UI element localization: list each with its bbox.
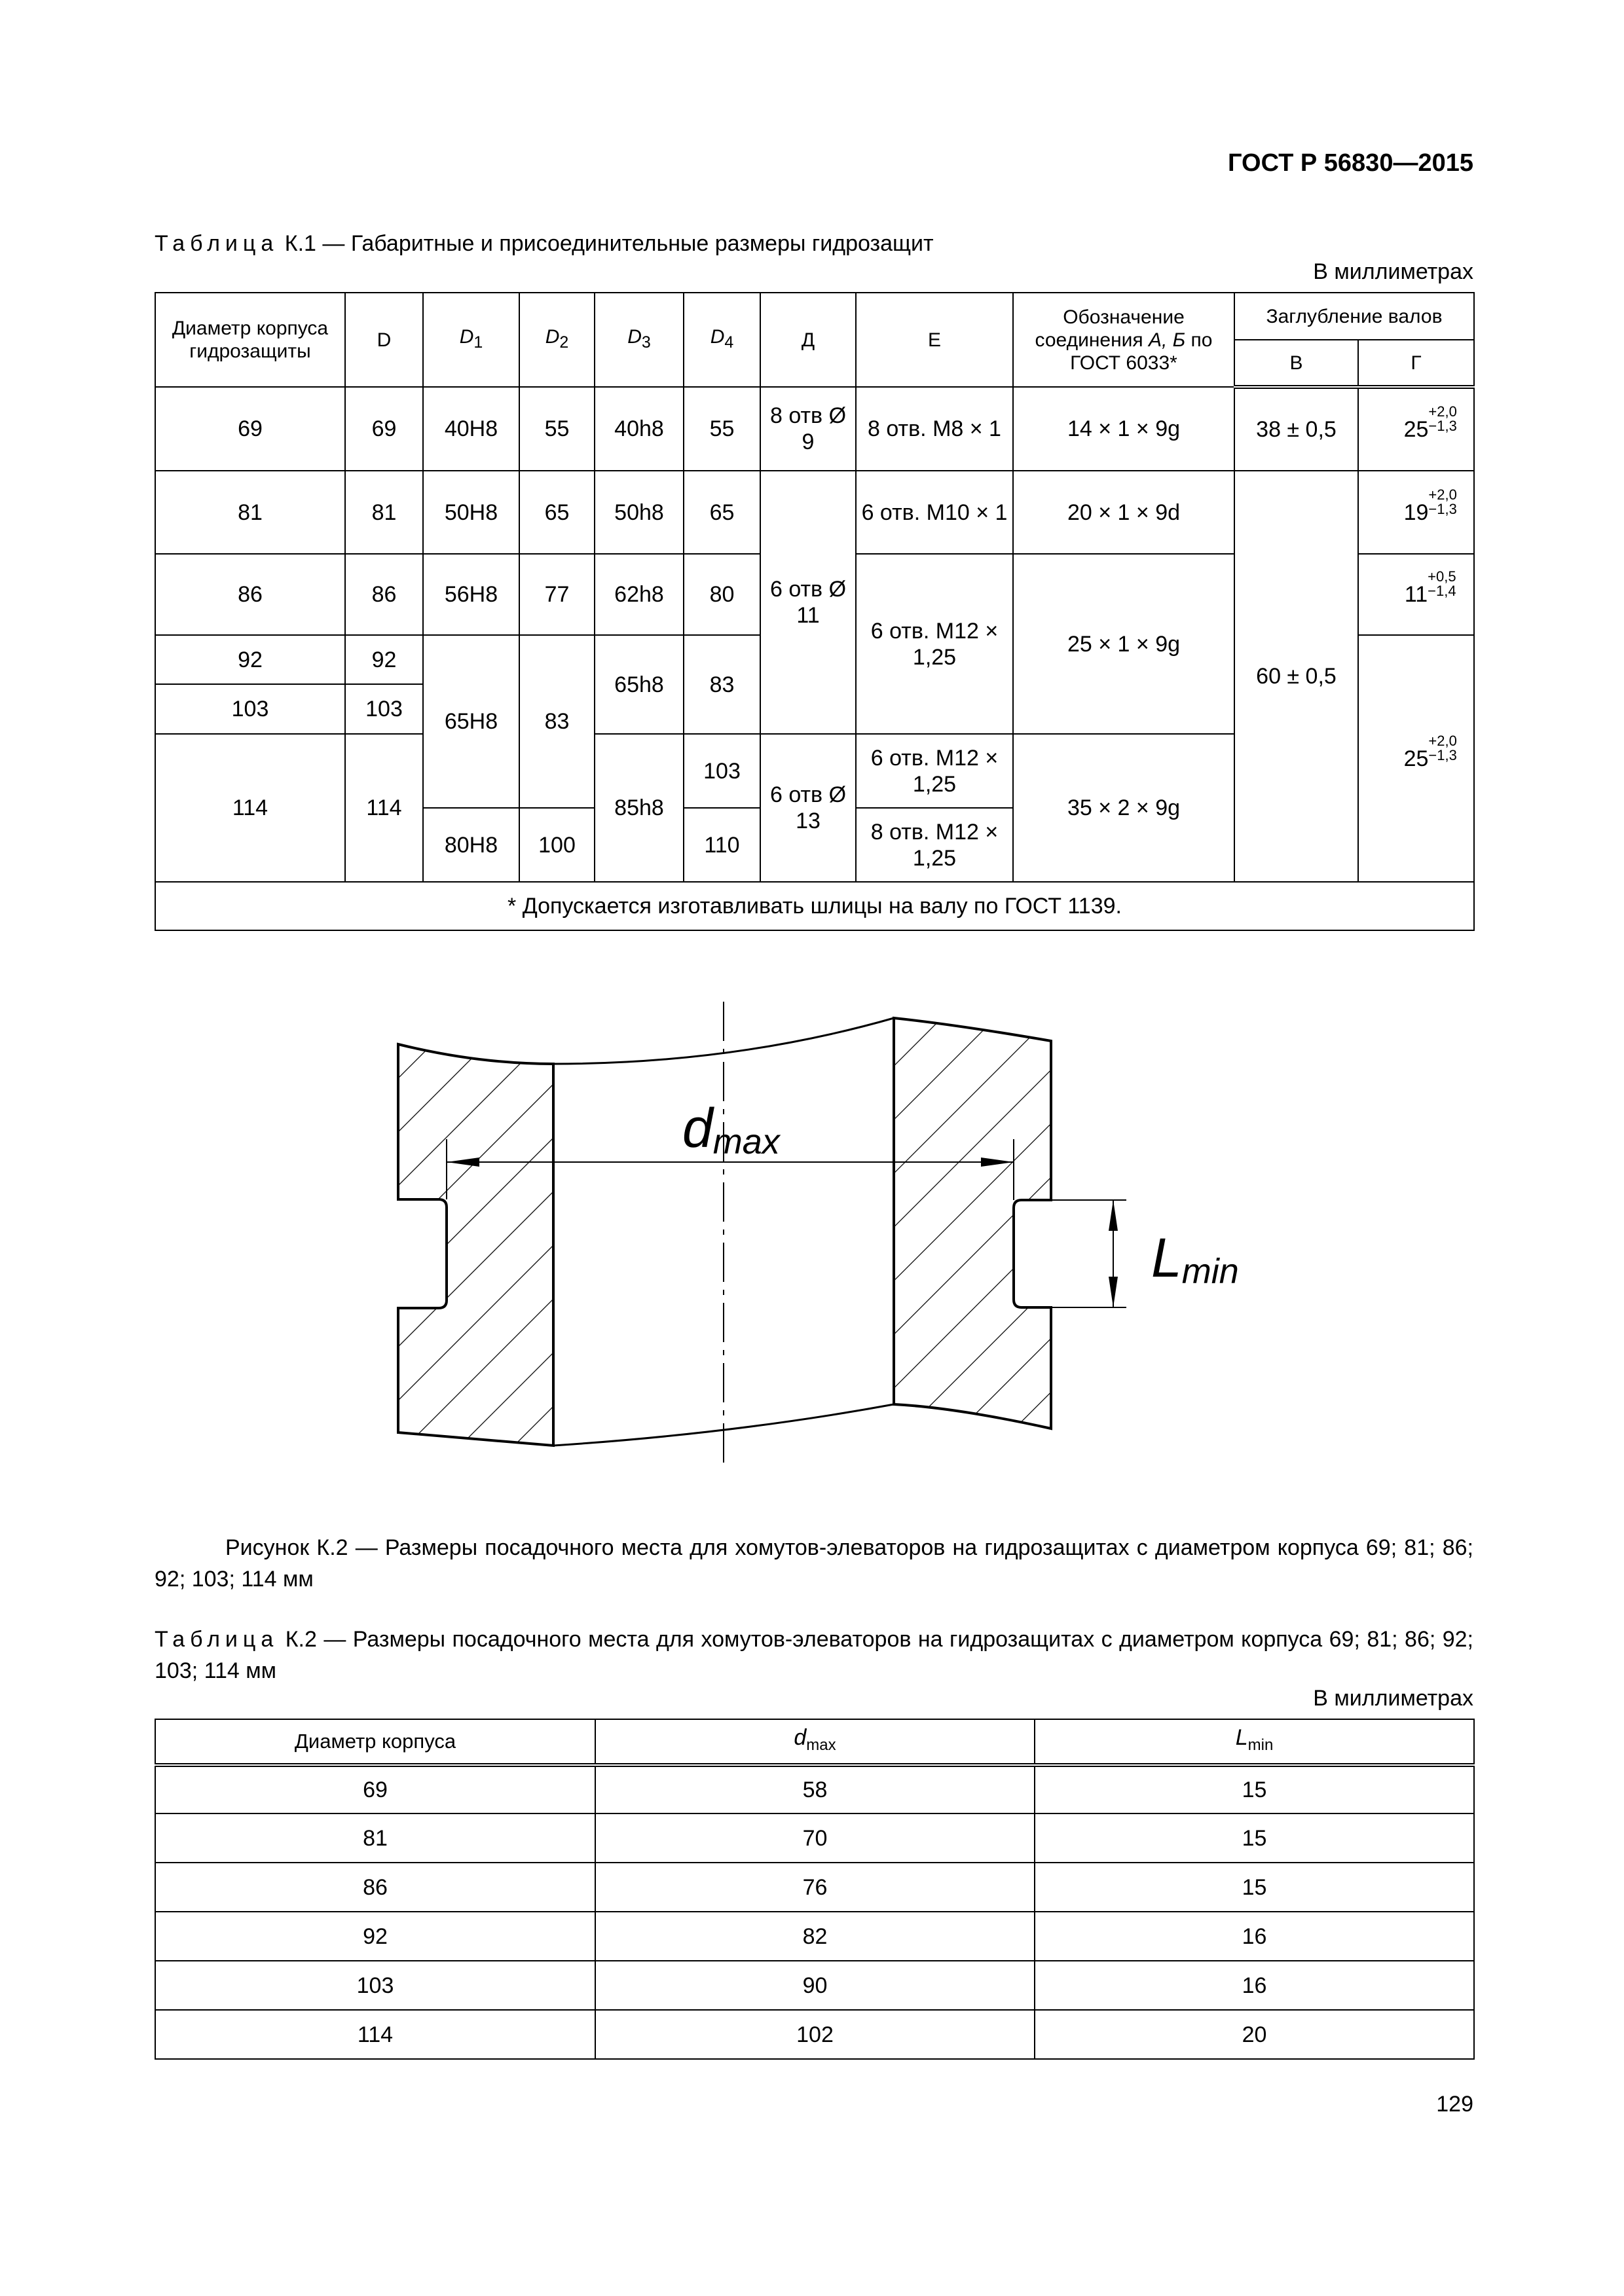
cell: 8 отв Ø 9 <box>760 387 856 471</box>
cell: 110 <box>684 808 760 882</box>
table2-units: В миллиметрах <box>1313 1686 1473 1711</box>
table-row <box>155 1863 1474 1912</box>
cell: 81 <box>155 1813 595 1863</box>
cell: 35 × 2 × 9g <box>1013 734 1234 882</box>
cell: 102 <box>595 2010 1035 2059</box>
table2-caption <box>155 1624 1473 1686</box>
table2 <box>155 1719 1475 2060</box>
cell: 103 <box>155 1961 595 2010</box>
table-footnote-row <box>155 882 1474 930</box>
header-D1: $D_1$ <box>423 293 519 387</box>
cell: 6 отв. M10 × 1 <box>856 471 1013 554</box>
page-number: 129 <box>1436 2092 1473 2117</box>
cell: 92 <box>345 635 423 684</box>
cell: 50h8 <box>595 471 684 554</box>
cell: 90 <box>595 1961 1035 2010</box>
cell: 82 <box>595 1912 1035 1961</box>
header-D4: $D_4$ <box>684 293 760 387</box>
cell: 92 <box>155 635 345 684</box>
cell: 56H8 <box>423 554 519 635</box>
cell: 83 <box>519 635 595 808</box>
cell: 6 отв. M12 × 1,25 <box>856 734 1013 808</box>
cell: 114 <box>155 2010 595 2059</box>
header-D3: $D_3$ <box>595 293 684 387</box>
header-G: Г <box>1358 340 1474 387</box>
header-D: D <box>345 293 423 387</box>
header-dmax: $d_{max}$ <box>595 1719 1035 1765</box>
table-row <box>155 1765 1474 1813</box>
cell: 20 <box>1035 2010 1474 2059</box>
table1-caption-label: Таблица <box>155 231 279 256</box>
table1-caption-text: К.1 — Габаритные и присоединительные размеры гидрозащит <box>278 231 934 256</box>
cell: 20 × 1 × 9d <box>1013 471 1234 554</box>
table-row <box>155 1961 1474 2010</box>
table2-caption-text: К.2 — Размеры посадочного места для хомутов-элеваторов на гидрозащитах с диаметром корпуса 69; 81; 86; 92; 103; 114 мм <box>155 1627 1473 1683</box>
arrowhead-down <box>1109 1277 1118 1307</box>
header-D2: $D_2$ <box>519 293 595 387</box>
cell-tolerance: 25 +2,0 −1,3 <box>1358 635 1474 882</box>
table-row <box>155 471 1474 554</box>
cell: 62h8 <box>595 554 684 635</box>
cell: 80H8 <box>423 808 519 882</box>
cell-tolerance: 25 +2,0 −1,3 <box>1358 387 1474 471</box>
table1 <box>155 292 1475 931</box>
cell: 86 <box>155 554 345 635</box>
cell: 65 <box>519 471 595 554</box>
header-D-cyr: Д <box>760 293 856 387</box>
cell: 55 <box>519 387 595 471</box>
header-diameter: Диаметр корпуса <box>155 1719 595 1765</box>
header-V: В <box>1234 340 1358 387</box>
cell: 85h8 <box>595 734 684 882</box>
cell: 100 <box>519 808 595 882</box>
dmax-label: dmax <box>682 1097 780 1161</box>
cell-tolerance: 19 +2,0 −1,3 <box>1358 471 1474 554</box>
table-row <box>155 2010 1474 2059</box>
table1-caption <box>155 228 1464 259</box>
cell: 77 <box>519 554 595 635</box>
table-row <box>155 1813 1474 1863</box>
cell: 15 <box>1035 1813 1474 1863</box>
cell: 6 отв Ø 11 <box>760 471 856 734</box>
cell: 60 ± 0,5 <box>1234 471 1358 882</box>
cell: 81 <box>155 471 345 554</box>
cell: 114 <box>345 734 423 882</box>
cell: 16 <box>1035 1912 1474 1961</box>
cell: 58 <box>595 1765 1035 1813</box>
figure-caption: Рисунок К.2 — Размеры посадочного места для хомутов-элеваторов на гидрозащитах с диаметром корпуса 69; 81; 86; 92; 103; 114 мм <box>155 1535 1473 1592</box>
cell: 69 <box>155 387 345 471</box>
cell: 81 <box>345 471 423 554</box>
cell: 76 <box>595 1863 1035 1912</box>
right-wall-section <box>894 1018 1051 1429</box>
cell: 55 <box>684 387 760 471</box>
cell: 25 × 1 × 9g <box>1013 554 1234 734</box>
left-wall-section <box>398 1044 553 1446</box>
cell: 16 <box>1035 1961 1474 2010</box>
cell: 69 <box>155 1765 595 1813</box>
cell: 65 <box>684 471 760 554</box>
header-lmin: $L_{min}$ <box>1035 1719 1474 1765</box>
cell: 50H8 <box>423 471 519 554</box>
cell: 40H8 <box>423 387 519 471</box>
cell: 8 отв. M12 × 1,25 <box>856 808 1013 882</box>
header-diameter: Диаметр корпуса гидрозащиты <box>155 293 345 387</box>
cell: 103 <box>345 684 423 734</box>
cell: 65H8 <box>423 635 519 808</box>
cell: 6 отв. M12 × 1,25 <box>856 554 1013 734</box>
seat-drawing <box>367 1002 1283 1473</box>
cell: 15 <box>1035 1863 1474 1912</box>
cell: 69 <box>345 387 423 471</box>
cell: 103 <box>155 684 345 734</box>
header-depth: Заглубление валов <box>1234 293 1474 340</box>
lmin-label: Lmin <box>1151 1227 1239 1291</box>
cell: 80 <box>684 554 760 635</box>
cell: 14 × 1 × 9g <box>1013 387 1234 471</box>
cell: 86 <box>155 1863 595 1912</box>
cell-tolerance: 11 +0,5 −1,4 <box>1358 554 1474 635</box>
table-row <box>155 1912 1474 1961</box>
cell: 103 <box>684 734 760 808</box>
cell: 40h8 <box>595 387 684 471</box>
cell: 38 ± 0,5 <box>1234 387 1358 471</box>
cell: 92 <box>155 1912 595 1961</box>
cell: 114 <box>155 734 345 882</box>
cell: 6 отв Ø 13 <box>760 734 856 882</box>
arrowhead-up <box>1109 1200 1118 1231</box>
header-connection: Обозначение соединения А, Б по ГОСТ 6033* <box>1013 293 1234 387</box>
table-row <box>155 387 1474 471</box>
cell: 83 <box>684 635 760 734</box>
cell: 8 отв. M8 × 1 <box>856 387 1013 471</box>
cell: 86 <box>345 554 423 635</box>
table1-footnote: * Допускается изготавливать шлицы на валу по ГОСТ 1139. <box>155 882 1474 930</box>
table2-caption-label: Таблица <box>155 1627 279 1652</box>
table1-units: В миллиметрах <box>1313 259 1473 284</box>
cell: 70 <box>595 1813 1035 1863</box>
header-E: Е <box>856 293 1013 387</box>
cell: 15 <box>1035 1765 1474 1813</box>
cell: 65h8 <box>595 635 684 734</box>
document-id: ГОСТ Р 56830—2015 <box>1228 149 1473 177</box>
